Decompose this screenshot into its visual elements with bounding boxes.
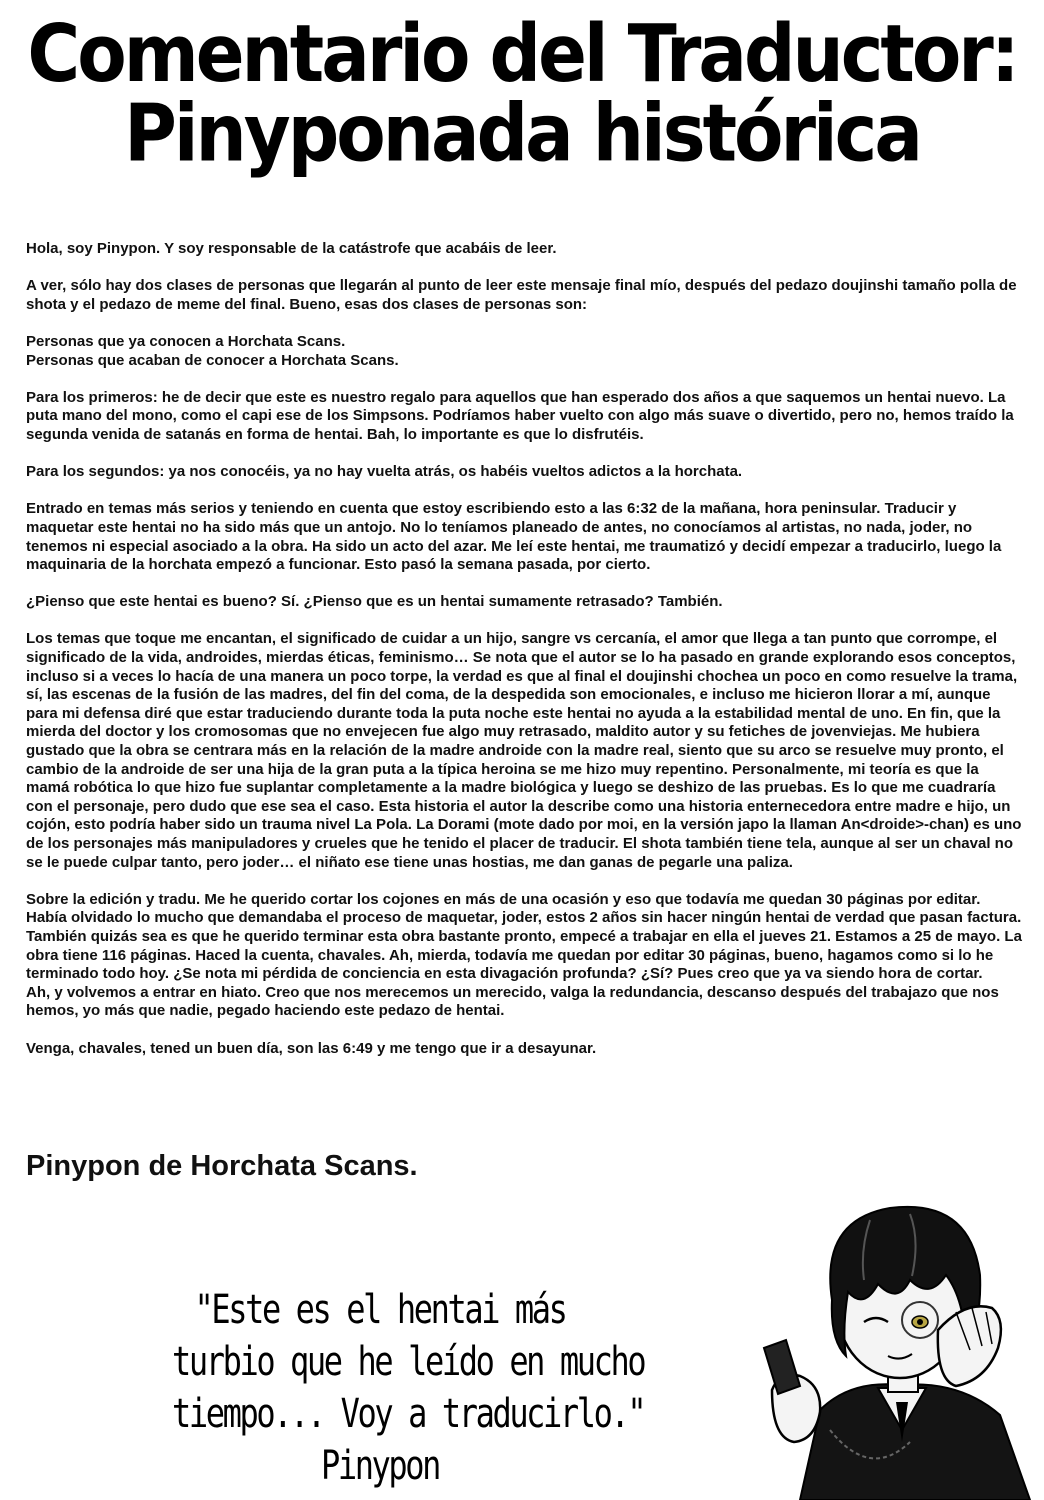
quote-author: Pinypon [320, 1443, 440, 1489]
paragraph-opinion-question: ¿Pienso que este hentai es bueno? Sí. ¿Pienso que es un hentai sumamente retrasado? También. [26, 593, 723, 611]
page-title-line-2: Pinyponada histórica [124, 86, 920, 179]
list-item-known: Personas que ya conocen a Horchata Scans. [26, 332, 346, 350]
quote-line-2: turbio que he leído en mucho [172, 1339, 645, 1385]
page-title-line-1: Comentario del Traductor: [27, 7, 1017, 100]
paragraph-hiatus: Ah, y volvemos a entrar en hiato. Creo que nos merecemos un merecido, valga la redundancia, descanso después del trabajazo que nos hemos, yo más que nadie, pegado haciendo este pedazo de hentai. [26, 983, 999, 1020]
anime-butler-character-icon [760, 1180, 1044, 1500]
paragraph-themes: Los temas que toque me encantan, el significado de cuidar a un hijo, sangre vs cercanía, el amor que llega a tan punto que corrompe, el significado de la vida, androides, mierdas éticas, feminismo… Se nota que el autor se lo ha pasado en grande explorando esos conceptos, incluso si a veces lo hacía de una manera un poco torpe, la verdad es que al final el doujinshi chochea un poco en como resuelve la trama, sí, las escenas de la fusión de las madres, del fin del coma, de la despedida son emocionales, e incluso me hicieron llorar a mí, aunque para mi defensa diré que estar traduciendo durante toda la puta noche este hentai no ayuda a la estabilidad mental de uno. En fin, que la mierda del doctor y los cromosomas que no envejecen fue algo muy retrasado, maldito autor y su fetiches de jovenviejas. Me hubiera gustado que la obra se centrara más en la relación de la madre androide con la madre real, siento que su arco se resuelve muy pronto, el cambio de la androide de ser una hija de la gran puta a la típica heroina se me hizo muy repentino. Personalmente, mi teoría es que la mamá robótica lo que hizo fue suplantar completamente a la madre biológica y luego se deshizo de las pruebas. Es lo que me cuadraría con el personaje, pero dudo que ese sea el caso. Esta historia el autor la describe como una historia enternecedora entre madre e hijo, un cojón, esto podría haber sido un trauma nivel La Pola. La Dorami (mote dado por moi, en la versión japo la llaman An<droide>-chan) es uno de los personajes más manipuladores y crueles que he tenido el placer de traducir. El shota también tiene tela, aunque al ser un chaval no se le puede culpar tanto, pero joder… el niñato ese tiene unas hostias, me dan ganas de pegarle una paliza. [26, 630, 1022, 871]
signature: Pinypon de Horchata Scans. [26, 1150, 418, 1182]
paragraph-editing: Sobre la edición y tradu. Me he querido cortar los cojones en más de una ocasión y eso que todavía me quedan 30 páginas por editar. Había olvidado lo mucho que demandaba el proceso de maquetar, joder, estos 2 años sin hacer ningún hentai de verdad que pasan factura. También quizás sea es que he querido terminar esta obra bastante pronto, empecé a trabajar en ella el jueves 21. Estamos a 25 de mayo. La obra tiene 116 páginas. Haced la cuenta, chavales. Ah, mierda, todavía me quedan por editar 30 páginas, bueno, hagamos como si lo he terminado todo hoy. ¿Se nota mi pérdida de conciencia en esta divagación profunda? ¿Sí? Pues creo que ya va siendo hora de cortar. [26, 890, 1022, 983]
list-item-new: Personas que acaban de conocer a Horchata Scans. [26, 351, 399, 369]
paragraph-greeting: Hola, soy Pinypon. Y soy responsable de la catástrofe que acabáis de leer. [26, 240, 557, 257]
page-title [0, 7, 1044, 179]
paragraph-serious-topics: Entrado en temas más serios y teniendo en cuenta que estoy escribiendo esto a las 6:32 de la mañana, hora peninsular. Traducir y maquetar este hentai no ha sido más que un antojo. No lo teníamos planeado de antes, no conocíamos al artistas, no nada, joder, no tenemos ni especial asociado a la obra. Ha sido un acto del azar. Me leí este hentai, me traumatizó y decidí empezar a traducirlo, luego la maquinaria de la horchata empezó a funcionar. Esto pasó la semana pasada, por cierto. [26, 500, 1002, 574]
paragraph-first-group: Para los primeros: he de decir que este es nuestro regalo para aquellos que han esperado dos años a que saquemos un hentai nuevo. La puta mano del mono, como el capi ese de los Simpsons. Podríamos haber vuelto con algo más suave o divertido, pero no, hemos traído la segunda venida de satanás en forma de hentai. Bah, lo importante es que lo disfrutéis. [26, 388, 1014, 443]
translator-comment-body [26, 240, 1022, 1077]
quote-line-3: tiempo... Voy a traducirlo." [172, 1391, 645, 1437]
paragraph-farewell: Venga, chavales, tened un buen día, son las 6:49 y me tengo que ir a desayunar. [26, 1039, 597, 1057]
paragraph-two-kinds: A ver, sólo hay dos clases de personas que llegarán al punto de leer este mensaje final mío, después del pedazo doujinshi tamaño polla de shota y el pedazo de meme del final. Bueno, esas dos clases de personas son: [26, 277, 1017, 313]
handwritten-quote [172, 1284, 645, 1492]
quote-line-1: "Este es el hentai más [194, 1287, 566, 1333]
paragraph-second-group: Para los segundos: ya nos conocéis, ya no hay vuelta atrás, os habéis vueltos adictos a la horchata. [26, 463, 743, 481]
